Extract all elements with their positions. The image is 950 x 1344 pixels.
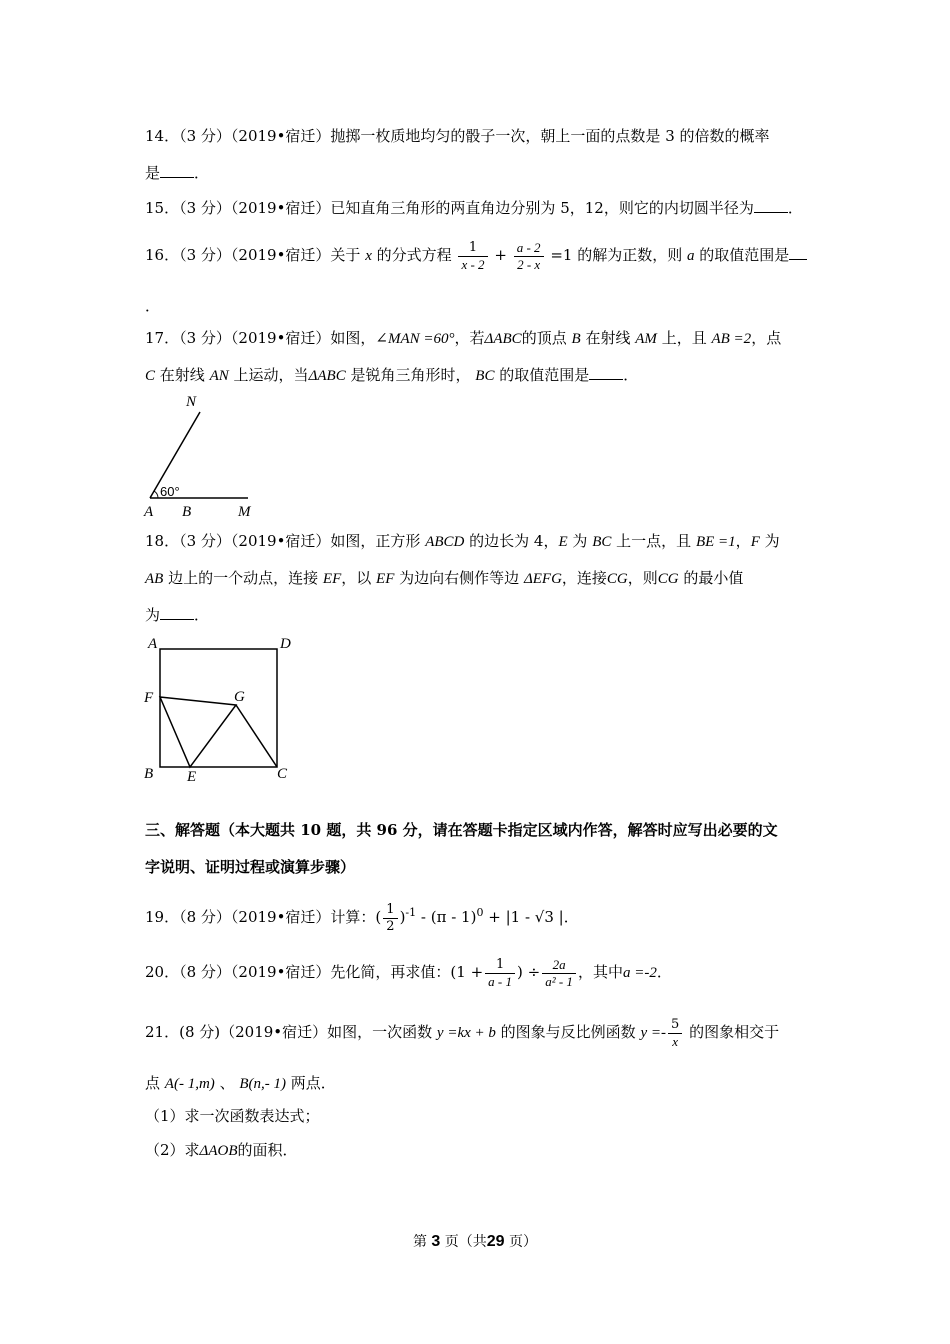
fraction: $\frac{1}{x - 2}$ — [458, 240, 487, 273]
q16-end: ． — [145, 297, 161, 315]
label-d: D — [280, 636, 291, 652]
q21-line1: 21．(8 分)（2019•宿迁）如图，一次函数 y =kx + b 的图象与反比例函数 y =- $\frac{5}{x}$ 的图象相交于 — [145, 1016, 780, 1049]
q19: 19．（8 分）（2019•宿迁）计算：( $\frac{1}{2}$ )$^{-1}$ - (π - 1)$^0$ + |1 - √3 |． — [145, 901, 579, 934]
label-g: G — [234, 689, 245, 705]
label-n: N — [186, 394, 197, 410]
label-c: C — [277, 766, 288, 782]
label-a: A — [148, 636, 158, 652]
q20: 20．（8 分）（2019•宿迁）先化简，再求值：(1 + $\frac{1}{a - 1}$ ) ÷ $\frac{2a}{\text{a² - 1}}$ ，其中a =-2． — [145, 956, 672, 989]
q21-sub1: （1）求一次函数表达式； — [145, 1107, 320, 1125]
page-footer: 第 3 页（共29 页） — [412, 1233, 538, 1250]
q18-figure — [140, 628, 300, 788]
section-3-heading-line1: 三、解答题（本大题共 10 题，共 96 分，请在答题卡指定区域内作答，解答时应写出必要的文 — [145, 821, 778, 839]
label-f: F — [144, 690, 154, 706]
q18-line2: AB 边上的一个动点，连接 EF，以 EF 为边向右侧作等边 ΔEFG，连接CG，则CG 的最小值 — [145, 569, 744, 587]
fraction: $\frac{a - 2}{2 - x}$ — [514, 240, 544, 273]
q18-line1: 18．（3 分）（2019•宿迁）如图，正方形 ABCD 的边长为 4，E 为 BC 上一点，且 BE =1，F 为 — [145, 532, 780, 550]
label-b: B — [144, 766, 154, 782]
angle-arc — [154, 491, 158, 498]
label-e: E — [187, 769, 197, 785]
label-b: B — [182, 504, 192, 520]
answer-blank — [589, 365, 623, 380]
q15: 15．（3 分）（2019•宿迁）已知直角三角形的两直角边分别为 5，12，则它的内切圆半径为 ． — [145, 199, 803, 217]
fraction: $\frac{1}{a - 1}$ — [485, 957, 515, 990]
q16: 16．（3 分）（2019•宿迁）关于 x 的分式方程 $\frac{1}{x - 2}$ + $\frac{a - 2}{2 - x}$ =1 的解为正数，则 a 的取值范围是 — [145, 235, 807, 276]
answer-blank — [160, 163, 194, 178]
label-a: A — [144, 504, 154, 520]
fraction: $\frac{1}{2}$ — [383, 902, 397, 935]
answer-blank — [160, 605, 194, 620]
q14-line2: 是 ． — [145, 164, 210, 182]
q14-line1: 14．（3 分）（2019•宿迁）抛掷一枚质地均匀的骰子一次，朝上一面的点数是 3 的倍数的概率 — [145, 127, 770, 145]
q17-figure — [140, 390, 270, 520]
q21-sub2: （2）求ΔAOB的面积． — [145, 1141, 298, 1159]
triangle-efg — [160, 697, 236, 767]
label-m: M — [238, 504, 251, 520]
q21-line2: 点 A(- 1,m) 、 B(n,- 1) 两点． — [145, 1074, 336, 1092]
answer-blank — [789, 245, 807, 260]
q18-line3: 为 ． — [145, 606, 210, 624]
segment-cg — [236, 705, 277, 767]
q17-line2: C 在射线 AN 上运动，当ΔABC 是锐角三角形时， BC 的取值范围是 ． — [145, 366, 639, 384]
label-60: 60° — [160, 484, 180, 499]
q17-line1: 17．（3 分）（2019•宿迁）如图，∠MAN =60°，若ΔABC的顶点 B 在射线 AM 上，且 AB =2，点 — [145, 329, 782, 347]
answer-blank — [754, 198, 788, 213]
square-abcd — [160, 649, 277, 767]
section-3-heading-line2: 字说明、证明过程或演算步骤） — [145, 858, 356, 876]
fraction: $\frac{2a}{\text{a² - 1}}$ — [542, 957, 576, 990]
fraction: $\frac{5}{x}$ — [668, 1017, 682, 1050]
